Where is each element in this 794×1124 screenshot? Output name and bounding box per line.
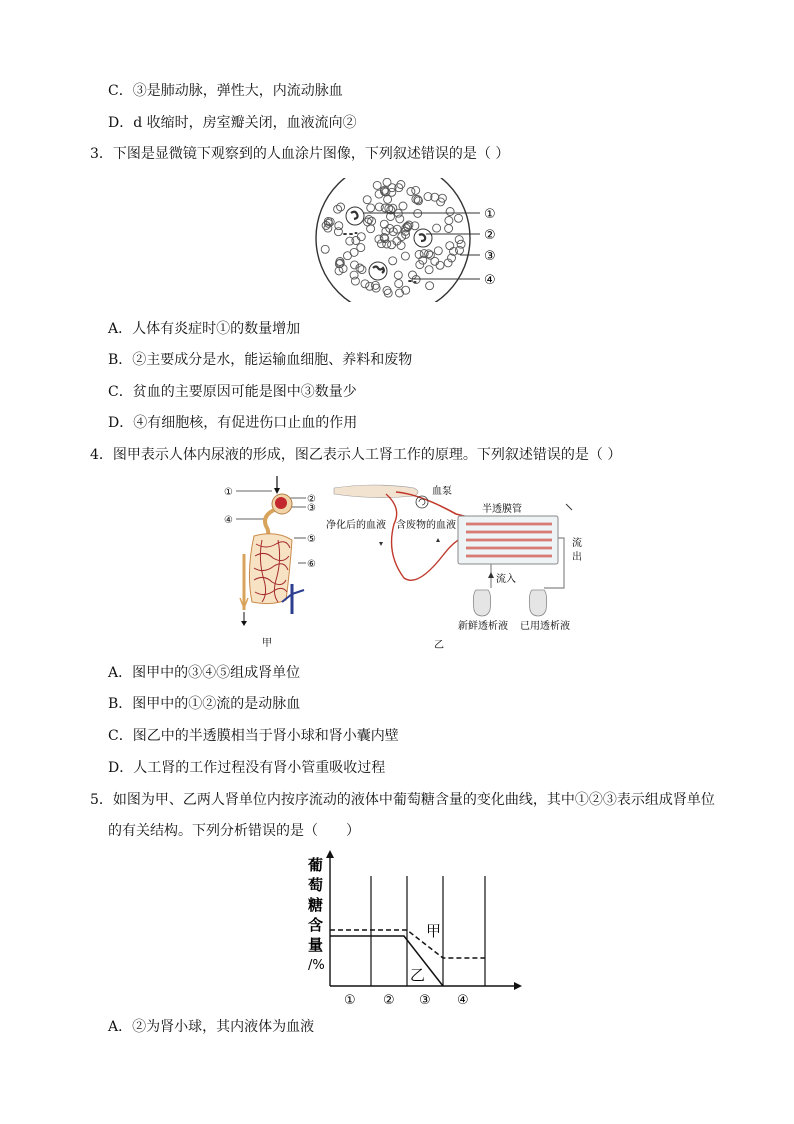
red-blood-cell [335,222,343,230]
red-blood-cell [388,188,396,196]
q4-option-c: C．图乙中的半透膜相当于肾小球和肾小囊内壁 [108,728,399,744]
membrane-label: 半透膜管 [482,504,522,515]
label-2: ② [484,228,496,243]
yi-caption: 乙 [434,640,444,650]
q3-option-b: B．②主要成分是水，能运输血细胞、养料和废物 [108,352,413,368]
inflow-label: 流入 [496,574,516,585]
jia-label-5: ⑤ [307,534,316,545]
red-blood-cell [380,220,388,228]
red-blood-cell [434,247,442,255]
q5-stem-line1: 5．如图为甲、乙两人肾单位内按序流动的液体中葡萄糖含量的变化曲线，其中①②③表示组成肾单位 [90,792,715,808]
clean-blood-label: 净化后的血液 [326,520,386,531]
red-blood-cell [367,204,375,212]
red-blood-cell [357,233,365,241]
q3-option-d: D．④有细胞核，有促进伤口止血的作用 [108,415,358,431]
segment-label-2: ② [383,993,395,1008]
red-blood-cell [445,217,453,225]
red-blood-cell [445,225,453,233]
red-blood-cell [352,237,360,245]
artificial-kidney-figure [326,478,586,650]
series-jia-label: 甲 [426,922,442,940]
red-blood-cell [399,202,407,210]
label-1: ① [484,207,496,222]
red-blood-cell [383,240,391,248]
q4-stem: 4．图甲表示人体内尿液的形成，图乙表示人工肾工作的原理。下列叙述错误的是（ ） [90,447,622,463]
q2-option-c: C．③是肺动脉，弹性大，内流动脉血 [108,83,343,99]
red-blood-cell [367,225,375,233]
ylabel-char-3: 糖 [308,896,324,914]
red-blood-cell [446,242,454,250]
q5-option-a: A．②为肾小球，其内液体为血液 [108,1019,315,1035]
ylabel-char-4: 含 [308,916,324,934]
ylabel-char-5: 量 [308,936,324,954]
fresh-dialysate-label: 新鲜透析液 [458,621,508,632]
q5-stem-line2: 的有关结构。下列分析错误的是（ ） [108,823,360,839]
red-blood-cell [425,266,433,274]
red-blood-cell [351,277,359,285]
red-blood-cell [401,252,409,260]
pump-label: 血泵 [432,486,452,497]
red-blood-cell [394,271,402,279]
q4-option-a: A．图甲中的③④⑤组成肾单位 [108,665,301,681]
red-blood-cell [350,271,358,279]
jia-label-1: ① [224,487,233,498]
series-yi-label: 乙 [410,966,426,984]
red-blood-cell [363,196,371,204]
red-blood-cell [393,237,401,245]
red-blood-cell [389,257,397,265]
red-blood-cell [361,280,369,288]
red-blood-cell [455,214,463,222]
jia-caption: 甲 [262,638,272,649]
waste-blood-label: 含废物的血液 [396,520,456,531]
q3-stem: 3．下图是显微镜下观察到的人血涂片图像，下列叙述错误的是（ ） [90,146,510,162]
q3-option-a: A．人体有炎症时①的数量增加 [108,321,301,337]
red-blood-cell [365,216,373,224]
red-blood-cell [357,244,365,252]
red-blood-cell [384,289,392,297]
jia-label-2: ② [307,494,316,505]
jia-label-3: ③ [307,503,316,514]
jia-label-6: ⑥ [307,559,316,570]
red-blood-cell [436,261,444,269]
segment-label-3: ③ [419,993,431,1008]
label-4: ④ [484,273,496,288]
blood-smear-figure [310,178,510,302]
segment-label-4: ④ [457,993,469,1008]
red-blood-cell [431,257,439,265]
red-blood-cell [358,266,366,274]
label-3: ③ [484,249,496,264]
q2-option-d: D．d 收缩时，房室瓣关闭，血液流向② [108,115,357,131]
ylabel-char-2: 萄 [308,876,324,894]
red-blood-cell [321,245,329,253]
red-blood-cell [446,208,454,216]
q4-option-b: B．图甲中的①②流的是动脉血 [108,696,301,712]
glucose-chart [300,848,530,1010]
red-blood-cell [396,215,404,223]
used-dialysate-label: 已用透析液 [520,621,570,632]
red-blood-cell [433,224,441,232]
red-blood-cell [375,235,383,243]
red-blood-cell [426,282,434,290]
red-blood-cell [375,203,383,211]
red-blood-cell [397,242,405,250]
ylabel-unit: /% [308,958,325,973]
jia-label-4: ④ [224,515,233,526]
red-blood-cell [324,219,332,227]
red-blood-cell [384,195,392,203]
q3-option-c: C．贫血的主要原因可能是图中③数量少 [108,384,357,400]
q4-option-d: D．人工肾的工作过程没有肾小管重吸收过程 [108,760,386,776]
outflow-label-1: 流 [572,538,582,549]
red-blood-cell [373,181,381,189]
red-blood-cell [407,188,415,196]
red-blood-cell [383,178,391,186]
outflow-label-2: 出 [572,552,582,563]
ylabel-char-1: 葡 [308,856,324,874]
nephron-figure [222,474,326,652]
segment-label-1: ① [344,993,356,1008]
red-blood-cell [395,280,403,288]
red-blood-cell [455,236,463,244]
